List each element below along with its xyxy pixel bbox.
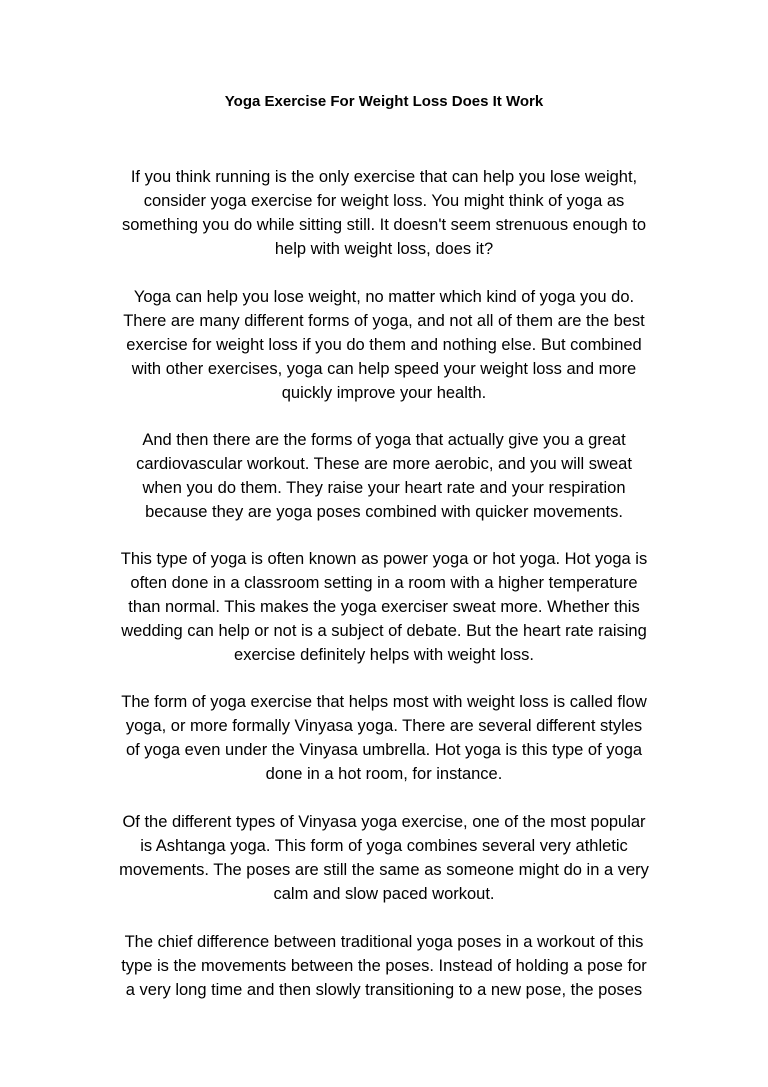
paragraph-line: The chief difference between traditional yoga poses in a workout of this — [124, 933, 644, 951]
paragraph-line: wedding can help or not is a subject of debate. But the heart rate raising — [121, 622, 647, 640]
paragraph-line: calm and slow paced workout. — [273, 885, 495, 903]
paragraph-line: of yoga even under the Vinyasa umbrella. Hot yoga is this type of yoga — [125, 741, 643, 759]
paragraph-line: than normal. This makes the yoga exerciser sweat more. Whether this — [128, 598, 640, 616]
paragraph-line: cardiovascular workout. These are more aerobic, and you will sweat — [136, 455, 632, 473]
paragraph-line: Of the different types of Vinyasa yoga exercise, one of the most popular — [122, 813, 646, 831]
paragraph-1 — [0, 165, 768, 261]
paragraph-line: The form of yoga exercise that helps most with weight loss is called flow — [121, 693, 647, 711]
paragraph-line: something you do while sitting still. It doesn't seem strenuous enough to — [121, 216, 647, 234]
paragraph-line: There are many different forms of yoga, and not all of them are the best — [123, 312, 645, 330]
paragraph-line: Yoga can help you lose weight, no matter which kind of yoga you do. — [133, 288, 635, 306]
paragraph-line: exercise definitely helps with weight loss. — [234, 646, 534, 664]
paragraph-5 — [0, 690, 768, 786]
paragraph-line: exercise for weight loss if you do them and nothing else. But combined — [126, 336, 642, 354]
paragraph-line: because they are yoga poses combined with quicker movements. — [145, 503, 623, 521]
paragraph-line: a very long time and then slowly transitioning to a new pose, the poses — [125, 981, 643, 999]
paragraph-line: If you think running is the only exercise that can help you lose weight, — [130, 168, 638, 186]
paragraph-line: type is the movements between the poses. Instead of holding a pose for — [121, 957, 647, 975]
paragraph-line: with other exercises, yoga can help speed your weight loss and more — [131, 360, 637, 378]
paragraph-line: yoga, or more formally Vinyasa yoga. There are several different styles — [125, 717, 643, 735]
paragraph-3 — [0, 428, 768, 524]
paragraph-line: consider yoga exercise for weight loss. You might think of yoga as — [143, 192, 625, 210]
paragraph-line: often done in a classroom setting in a room with a higher temperature — [130, 574, 638, 592]
paragraph-4 — [0, 547, 768, 667]
paragraph-line: is Ashtanga yoga. This form of yoga combines several very athletic — [140, 837, 628, 855]
paragraph-line: And then there are the forms of yoga that actually give you a great — [142, 431, 626, 449]
paragraph-6 — [0, 810, 768, 906]
document-title: Yoga Exercise For Weight Loss Does It Work — [224, 93, 544, 110]
paragraph-line: This type of yoga is often known as power yoga or hot yoga. Hot yoga is — [120, 550, 648, 568]
paragraph-line: help with weight loss, does it? — [274, 240, 494, 258]
paragraph-2 — [0, 285, 768, 405]
paragraph-line: movements. The poses are still the same as someone might do in a very — [119, 861, 649, 879]
paragraph-line: quickly improve your health. — [281, 384, 487, 402]
paragraph-7 — [0, 930, 768, 1002]
paragraph-line: done in a hot room, for instance. — [265, 765, 503, 783]
paragraph-line: when you do them. They raise your heart rate and your respiration — [142, 479, 626, 497]
